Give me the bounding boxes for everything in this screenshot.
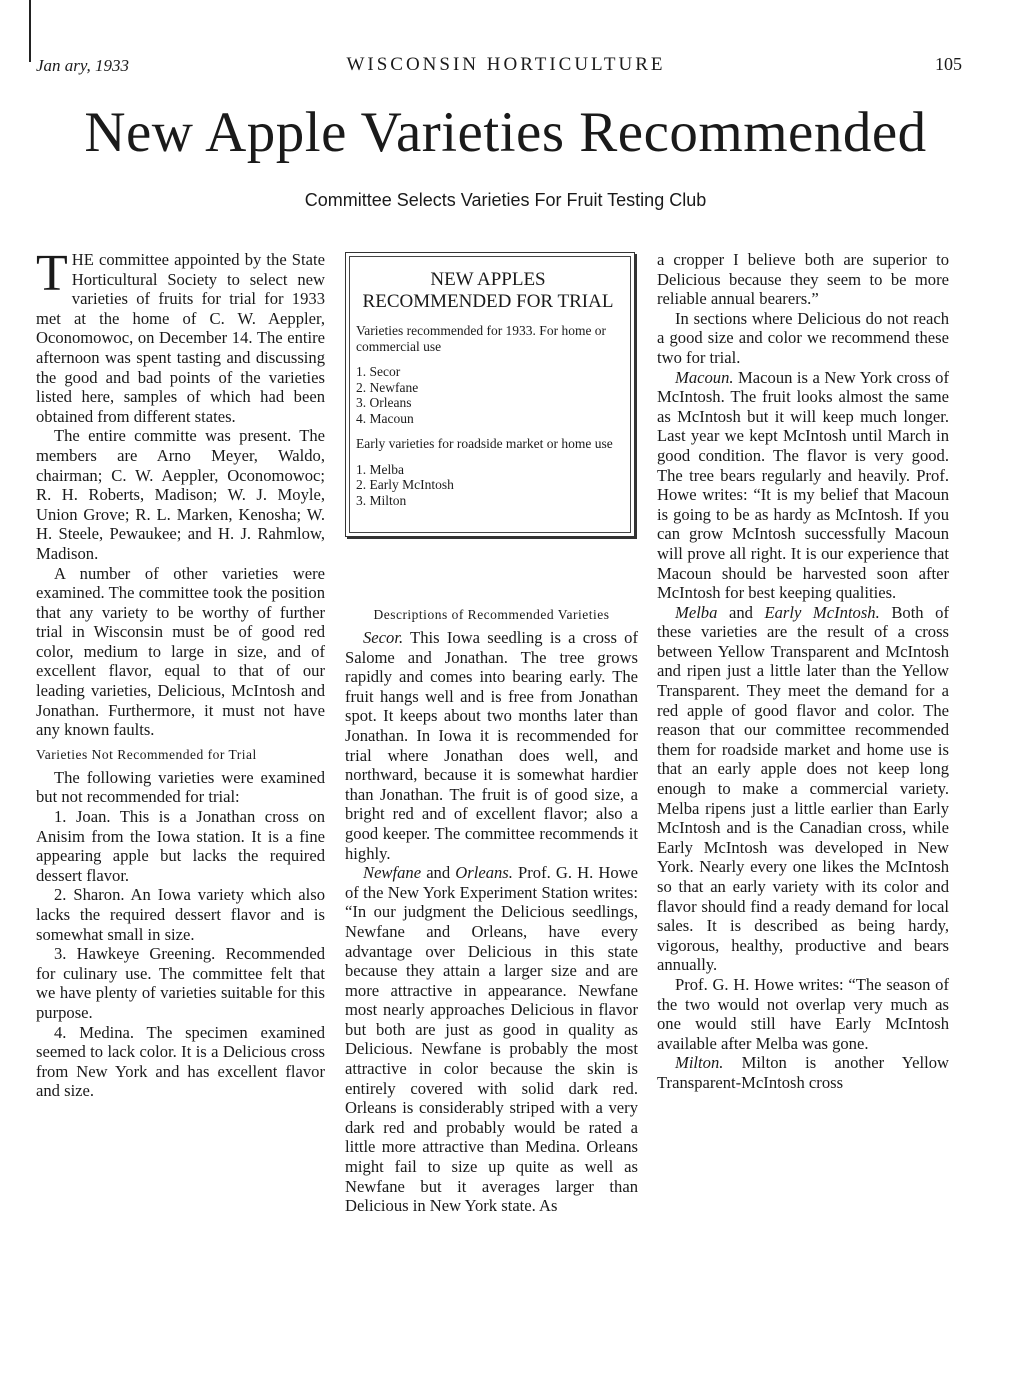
- drop-cap: T: [36, 245, 68, 302]
- newfane-paragraph: Newfane and Orleans. Prof. G. H. Howe of the New York Experiment Station writes: “In our judgment the Delicious seedlings, Newfane and Orleans, have every advantage over Delicious in this state because they attain a larger size and are more attractive in appearance. Newfane most nearly approaches Delicious in flavor but both are just as good in quality as Delicious. Newfane is probably the most attractive in color because the skin is entirely covered with solid dark red. Orleans is considerably striped with a very dark red and probably would be rated a little more attractive than Medina. Orleans might fail to size up quite as well as Newfane but it averages larger than Delicious in New York state. As: [345, 863, 638, 1216]
- variety-name-melba: Melba: [675, 602, 718, 622]
- recommend-paragraph: In sections where Delicious do not reach a good size and color we recommend these two for trial.: [657, 308, 949, 367]
- box-group2-label: Early varieties for roadside market or home use: [356, 436, 613, 451]
- journal-title: WISCONSIN HORTICULTURE: [346, 54, 666, 75]
- variety-name-milton: Milton.: [675, 1053, 724, 1073]
- section-heading-not-recommended: Varieties Not Recommended for Trial: [36, 746, 257, 762]
- running-head: [36, 50, 976, 80]
- box-item: 3. Orleans: [356, 395, 412, 410]
- variety-hawkeye: 3. Hawkeye Greening. Recommended for culinary use. The committee felt that we have plenty of varieties suitable for this purpose.: [36, 944, 325, 1022]
- variety-name-newfane: Newfane: [363, 863, 422, 883]
- howe-paragraph: Prof. G. H. Howe writes: “The season of the two would not overlap very much as one would still have Early McIntosh available after Melba was gone.: [657, 974, 949, 1053]
- continued-paragraph: a cropper I believe both are superior to Delicious because they seem to be more reliable annual bearers.”: [657, 250, 949, 309]
- variety-name-macoun: Macoun.: [675, 367, 734, 387]
- variety-name-orleans: Orleans.: [455, 863, 513, 883]
- article-title: New Apple Varieties Recommended: [84, 101, 927, 164]
- article-subtitle: Committee Selects Varieties For Fruit Testing Club: [304, 190, 707, 210]
- left-column: [36, 245, 325, 1101]
- variety-medina: 4. Medina. The specimen examined seemed to lack color. It is a Delicious cross from New York and has excellent flavor and size.: [36, 1022, 325, 1101]
- intro-paragraph: THE committee appointed by the State Horticultural Society to select new varieties of fruits for trial for 1933 met at the home of C. W. Aeppler, Oconomowoc, on December 14. The entire afternoon was spent tasting and discussing the good and bad points of the varieties listed here, samples of which had been obtained from different states.: [36, 245, 325, 426]
- section-heading-descriptions: Descriptions of Recommended Varieties: [373, 607, 610, 622]
- criteria-paragraph: A number of other varieties were examined. The committee took the position that any variety to be worthy of further trial in Wisconsin must be of good red color, medium to large in size, and of excellent flavor, equal to that of our leading varieties, Delicious, McIntosh and Jonathan. Furthermore, it must not have any known faults.: [36, 563, 325, 740]
- secor-paragraph: Secor. This Iowa seedling is a cross of Salome and Jonathan. The tree grows rapidly and comes into bearing early. The fruit hangs well and is free from Jonathan spot. It keeps about two months later than Jonathan. In Iowa it is recommended for trial where Jonathan does well, and northward, because it is somewhat hardier than Jonathan. The fruit is of good size, a bright red and of excellent flavor; also a good keeper. The committee recommends it highly.: [345, 628, 638, 863]
- middle-column: [345, 600, 638, 1216]
- issue-date: Jan ary, 1933: [36, 56, 130, 75]
- variety-joan: 1. Joan. This is a Jonathan cross on Anisim from the Iowa station. It is a fine appearing apple but lacks the required dessert flavor.: [36, 807, 325, 885]
- not-recommended-intro: The following varieties were examined but not recommended for trial:: [36, 767, 325, 807]
- box-item: 4. Macoun: [356, 410, 414, 426]
- macoun-paragraph: Macoun. Macoun is a New York cross of McIntosh. The fruit looks almost the same as McIntosh but it will keep much longer. Last year we kept McIntosh until March in good condition. The flavor is very good. The tree bears regularly and heavily. Prof. Howe writes: “It is my belief that Macoun is going to be as hardy as McIntosh. If you can grow McIntosh successfully Macoun will prove all right. It is our experience that Macoun should be harvested soon after McIntosh for best keeping qualities.: [657, 367, 949, 603]
- box-item: 2. Early McIntosh: [356, 477, 454, 492]
- recommended-box: [345, 252, 635, 537]
- melba-paragraph: Melba and Early McIntosh. Both of these varieties are the result of a cross between Yellow Transparent and McIntosh and ripen just a little later than the Yellow Transparent. They meet the demand for a red apple of good flavor and color. The reason that our committee recommended them for roadside market and home use is that an early apple does not keep long enough to make a commercial variety. Melba ripens just a little earlier than Early McIntosh and is the Canadian cross, while Early McIntosh was developed in New York. Nearly every one likes the McIntosh so that an early variety with its color and flavor should find a ready demand for local sales. It is described as being hardy, vigorous, healthy, productive and bears annually.: [657, 602, 949, 975]
- right-column: [657, 250, 949, 1093]
- members-paragraph: The entire committe was present. The members are Arno Meyer, Waldo, chairman; C. W. Aeppler, Oconomowoc; R. H. Roberts, Madison; W. J. Moyle, Union Grove; R. L. Marken, Kenosha; W. H. Steele, Pewaukee; and H. J. Rahmlow, Madison.: [36, 426, 325, 563]
- page-number: 105: [935, 54, 962, 74]
- variety-name-early-mcintosh: Early McIntosh.: [764, 602, 880, 622]
- box-group1-label: Varieties recommended for 1933. For home or commercial use: [356, 323, 607, 354]
- box-item: 3. Milton: [356, 492, 407, 508]
- variety-name-secor: Secor.: [363, 628, 404, 647]
- milton-paragraph: Milton. Milton is another Yellow Transparent-McIntosh cross: [657, 1053, 949, 1092]
- box-item: 2. Newfane: [356, 379, 419, 395]
- margin-rule: [29, 0, 31, 62]
- box-item: 1. Secor: [356, 364, 401, 379]
- variety-sharon: 2. Sharon. An Iowa variety which also lacks the required dessert flavor and is somewhat small in size.: [36, 885, 325, 944]
- box-item: 1. Melba: [356, 461, 404, 477]
- box-title: NEW APPLES RECOMMENDED FOR TRIAL: [362, 269, 614, 312]
